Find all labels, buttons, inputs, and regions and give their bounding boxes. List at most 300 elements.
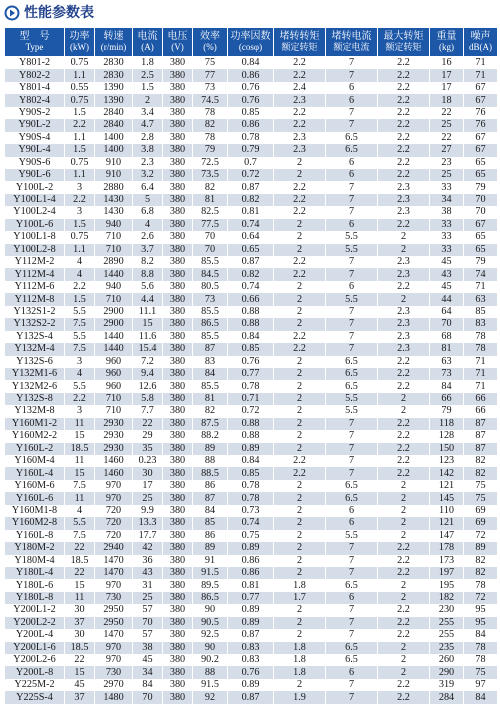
table-cell: 2.4 (274, 82, 326, 94)
table-cell: 7.5 (65, 318, 95, 330)
table-cell: 380 (163, 579, 193, 591)
column-header-main: 电流 (137, 31, 158, 42)
table-cell: 380 (163, 467, 193, 479)
table-cell: 2 (274, 567, 326, 579)
table-cell: Y200L1-6 (5, 642, 65, 654)
table-cell: 7.7 (133, 405, 163, 417)
table-cell: 5.5 (326, 231, 378, 243)
table-cell: 1.5 (65, 144, 95, 156)
table-cell: 2.2 (274, 343, 326, 355)
table-cell: 5.5 (326, 530, 378, 542)
column-header-main: 噪声 (470, 31, 491, 42)
table-row (5, 679, 498, 691)
table-cell: 380 (163, 194, 193, 206)
table-cell: 235 (430, 642, 464, 654)
table-cell: 380 (163, 94, 193, 106)
table-row (5, 517, 498, 529)
table-cell: 2.5 (133, 69, 163, 81)
column-header-main: 堵转转矩 (279, 31, 320, 42)
column-header-sub: 额定转矩 (385, 42, 422, 52)
table-cell: 11 (65, 455, 95, 467)
table-cell: 0.87 (228, 691, 274, 703)
table-row (5, 57, 498, 70)
table-cell: 1.8 (274, 666, 326, 678)
table-cell: 2.2 (378, 356, 430, 368)
table-cell: Y160L-8 (5, 530, 65, 542)
table-cell: 2 (378, 642, 430, 654)
table-cell: 2 (378, 579, 430, 591)
column-header (5, 28, 65, 57)
table-cell: 960 (95, 380, 133, 392)
table-cell: 2 (274, 505, 326, 517)
table-cell: 3.4 (133, 107, 163, 119)
table-cell: 0.74 (228, 281, 274, 293)
table-cell: Y180M-4 (5, 555, 65, 567)
table-cell: 91.5 (193, 567, 228, 579)
table-cell: 84 (430, 380, 464, 392)
table-cell: 2.2 (378, 368, 430, 380)
table-cell: 84 (193, 505, 228, 517)
table-cell: 87.5 (193, 418, 228, 430)
table-cell: 7 (326, 318, 378, 330)
table-cell: 2.3 (378, 256, 430, 268)
table-cell: 4 (65, 505, 95, 517)
table-cell: 37 (65, 691, 95, 703)
table-cell: Y100L-2 (5, 181, 65, 193)
table-cell: 87 (193, 343, 228, 355)
table-cell: 7 (326, 181, 378, 193)
table-cell: 90.5 (193, 617, 228, 629)
table-cell: 6.5 (326, 356, 378, 368)
table-cell: 0.75 (65, 231, 95, 243)
table-cell: 70 (133, 617, 163, 629)
table-cell: Y180M-2 (5, 542, 65, 554)
table-row (5, 393, 498, 405)
table-cell: 1.1 (65, 132, 95, 144)
table-cell: 1.8 (133, 57, 163, 70)
table-cell: 44 (430, 293, 464, 305)
table-cell: 1470 (95, 629, 133, 641)
table-cell: 17 (133, 480, 163, 492)
table-cell: 2.2 (274, 455, 326, 467)
table-cell: 2 (274, 356, 326, 368)
table-cell: 255 (430, 629, 464, 641)
table-cell: Y100L2-4 (5, 206, 65, 218)
table-cell: 380 (163, 306, 193, 318)
table-cell: 6 (326, 517, 378, 529)
table-cell: 66 (464, 393, 498, 405)
table-cell: 37 (65, 617, 95, 629)
table-cell: 0.55 (65, 82, 95, 94)
table-row (5, 642, 498, 654)
table-cell: 173 (430, 555, 464, 567)
table-cell: 33 (430, 244, 464, 256)
table-cell: 0.76 (228, 356, 274, 368)
table-row (5, 691, 498, 703)
table-cell: Y180L-4 (5, 567, 65, 579)
table-cell: 720 (95, 517, 133, 529)
table-cell: 63 (464, 293, 498, 305)
table-cell: 2.2 (378, 691, 430, 703)
table-row (5, 418, 498, 430)
table-cell: 2 (274, 306, 326, 318)
table-cell: 3 (65, 181, 95, 193)
table-cell: 1.7 (274, 592, 326, 604)
table-cell: 3 (65, 356, 95, 368)
table-cell: 71 (464, 69, 498, 81)
table-cell: 118 (430, 418, 464, 430)
table-cell: 87 (464, 430, 498, 442)
table-cell: 7.5 (65, 343, 95, 355)
table-cell: 0.88 (228, 318, 274, 330)
column-header-sub: (V) (171, 42, 184, 52)
table-cell: Y160M-4 (5, 455, 65, 467)
table-cell: Y90L-4 (5, 144, 65, 156)
table-cell: 22 (133, 418, 163, 430)
column-header-main: 最大转矩 (383, 31, 424, 42)
table-cell: 0.84 (228, 57, 274, 70)
table-cell: 7 (326, 691, 378, 703)
table-cell: 5.5 (65, 517, 95, 529)
table-cell: 84 (133, 679, 163, 691)
table-cell: 71 (464, 356, 498, 368)
table-cell: 2 (378, 293, 430, 305)
table-cell: Y132M-8 (5, 405, 65, 417)
table-cell: 2.2 (65, 119, 95, 131)
table-cell: 2 (274, 418, 326, 430)
table-cell: 2.2 (378, 82, 430, 94)
table-cell: 0.75 (65, 94, 95, 106)
column-header-main: 功率 (69, 31, 90, 42)
table-cell: 2.2 (378, 443, 430, 455)
column-header (133, 28, 163, 57)
table-cell: 1400 (95, 132, 133, 144)
table-cell: 2.2 (378, 219, 430, 231)
table-cell: 7 (326, 107, 378, 119)
table-row (5, 567, 498, 579)
table-cell: 0.85 (228, 343, 274, 355)
table-cell: 2 (378, 592, 430, 604)
table-cell: 2 (274, 617, 326, 629)
table-cell: 2930 (95, 443, 133, 455)
table-cell: 9.4 (133, 368, 163, 380)
table-body (5, 57, 498, 704)
table-cell: 85 (464, 306, 498, 318)
table-cell: 255 (430, 617, 464, 629)
table-cell: 6.5 (326, 642, 378, 654)
table-cell: 1.1 (65, 169, 95, 181)
table-cell: Y132S-6 (5, 356, 65, 368)
table-cell: 18.5 (65, 642, 95, 654)
table-cell: 2.2 (378, 107, 430, 119)
column-header-main: 效率 (200, 31, 220, 42)
table-cell: 2.2 (378, 380, 430, 392)
table-cell: 90 (193, 642, 228, 654)
table-cell: 2.3 (274, 94, 326, 106)
table-cell: 82.5 (193, 206, 228, 218)
table-cell: 63 (430, 356, 464, 368)
table-cell: 79 (464, 256, 498, 268)
table-cell: Y160M1-8 (5, 505, 65, 517)
table-cell: 85 (193, 517, 228, 529)
table-cell: 2950 (95, 604, 133, 616)
table-cell: 2 (274, 492, 326, 504)
table-cell: 5.5 (65, 331, 95, 343)
table-cell: 2.3 (378, 194, 430, 206)
table-cell: 70 (133, 691, 163, 703)
table-cell: Y112M-6 (5, 281, 65, 293)
table-cell: 730 (95, 666, 133, 678)
table-cell: 0.82 (228, 268, 274, 280)
table-cell: 70 (193, 231, 228, 243)
table-cell: 2.3 (378, 318, 430, 330)
table-cell: 7 (326, 617, 378, 629)
table-cell: 0.82 (228, 194, 274, 206)
table-cell: 31 (133, 579, 163, 591)
table-cell: Y132M2-6 (5, 380, 65, 392)
table-cell: Y132M1-6 (5, 368, 65, 380)
table-cell: 2 (378, 231, 430, 243)
table-cell: 380 (163, 57, 193, 70)
table-cell: 2900 (95, 318, 133, 330)
table-cell: 0.83 (228, 642, 274, 654)
table-cell: 18 (430, 94, 464, 106)
table-row (5, 181, 498, 193)
table-cell: 82 (193, 405, 228, 417)
table-cell: 2 (274, 293, 326, 305)
table-cell: 710 (95, 393, 133, 405)
table-cell: 970 (95, 642, 133, 654)
table-cell: Y200L2-2 (5, 617, 65, 629)
table-cell: 6.5 (326, 144, 378, 156)
table-cell: 5.5 (65, 380, 95, 392)
table-row (5, 268, 498, 280)
column-header-main: 转速 (103, 31, 124, 42)
table-cell: 5.5 (65, 306, 95, 318)
column-header (274, 28, 326, 57)
table-cell: 0.83 (228, 654, 274, 666)
table-cell: 0.87 (228, 256, 274, 268)
table-cell: 9.9 (133, 505, 163, 517)
table-cell: 6 (326, 219, 378, 231)
table-cell: 1400 (95, 144, 133, 156)
table-cell: Y132S-8 (5, 393, 65, 405)
table-cell: 0.85 (228, 107, 274, 119)
table-cell: 70 (464, 206, 498, 218)
table-row (5, 555, 498, 567)
table-cell: 73 (430, 368, 464, 380)
table-cell: 0.73 (228, 505, 274, 517)
page-title: 性能参数表 (24, 5, 94, 21)
table-cell: 79 (430, 405, 464, 417)
column-header-main: 电压 (167, 31, 188, 42)
table-cell: 3 (65, 405, 95, 417)
table-cell: 3.2 (133, 169, 163, 181)
table-cell: 380 (163, 368, 193, 380)
table-cell: 2.2 (378, 629, 430, 641)
table-cell: 6.5 (326, 368, 378, 380)
table-cell: 380 (163, 555, 193, 567)
column-header-sub: (kW) (70, 42, 89, 52)
table-cell: 720 (95, 530, 133, 542)
table-cell: 5.5 (326, 293, 378, 305)
table-cell: 2 (378, 405, 430, 417)
table-cell: 970 (95, 654, 133, 666)
table-cell: 29 (133, 430, 163, 442)
table-cell: 910 (95, 169, 133, 181)
table-cell: 85.5 (193, 331, 228, 343)
table-cell: 6 (326, 505, 378, 517)
table-row (5, 343, 498, 355)
table-cell: 6 (326, 82, 378, 94)
table-cell: 15 (65, 579, 95, 591)
table-cell: 36 (133, 555, 163, 567)
table-cell: 2.2 (378, 542, 430, 554)
table-cell: 89 (193, 542, 228, 554)
table-cell: 65 (464, 244, 498, 256)
table-cell: 74 (464, 268, 498, 280)
column-header-sub: (r/min) (100, 42, 127, 52)
table-cell: 380 (163, 293, 193, 305)
table-cell: Y112M-8 (5, 293, 65, 305)
table-cell: 2 (274, 244, 326, 256)
table-cell: 2.2 (378, 69, 430, 81)
table-cell: Y801-2 (5, 57, 65, 70)
table-cell: 380 (163, 268, 193, 280)
table-cell: Y112M-4 (5, 268, 65, 280)
table-cell: 380 (163, 380, 193, 392)
table-cell: 85.5 (193, 380, 228, 392)
table-row (5, 604, 498, 616)
table-cell: 7 (326, 306, 378, 318)
table-cell: 0.65 (228, 244, 274, 256)
table-row (5, 492, 498, 504)
table-cell: 76 (464, 119, 498, 131)
table-cell: 17 (430, 82, 464, 94)
column-header (65, 28, 95, 57)
table-cell: 0.85 (228, 467, 274, 479)
table-cell: 71 (464, 368, 498, 380)
table-cell: 380 (163, 119, 193, 131)
table-cell: 83 (464, 318, 498, 330)
table-cell: 710 (95, 405, 133, 417)
table-cell: Y160M1-2 (5, 418, 65, 430)
table-cell: Y100L2-8 (5, 244, 65, 256)
table-cell: 380 (163, 244, 193, 256)
table-cell: 2 (378, 517, 430, 529)
table-cell: 970 (95, 492, 133, 504)
table-cell: 6 (326, 157, 378, 169)
table-cell: 380 (163, 679, 193, 691)
table-cell: 319 (430, 679, 464, 691)
table-cell: 380 (163, 642, 193, 654)
table-cell: 7 (326, 268, 378, 280)
table-cell: 0.78 (228, 480, 274, 492)
table-cell: 17 (430, 69, 464, 81)
table-row (5, 505, 498, 517)
table-cell: 2 (378, 393, 430, 405)
table-cell: 2940 (95, 542, 133, 554)
table-cell: 83 (193, 356, 228, 368)
table-cell: 86.5 (193, 592, 228, 604)
table-cell: 71 (464, 57, 498, 70)
table-cell: 1470 (95, 555, 133, 567)
table-cell: 2.2 (378, 132, 430, 144)
table-cell: 2 (274, 530, 326, 542)
table-row (5, 293, 498, 305)
table-cell: 45 (430, 281, 464, 293)
table-cell: 2.2 (378, 679, 430, 691)
table-cell: 43 (430, 268, 464, 280)
table-cell: 2.2 (378, 144, 430, 156)
table-cell: 4 (65, 256, 95, 268)
table-row (5, 654, 498, 666)
table-cell: 67 (464, 94, 498, 106)
table-cell: 0.66 (228, 293, 274, 305)
table-cell: 1.5 (65, 293, 95, 305)
table-cell: Y802-4 (5, 94, 65, 106)
table-cell: 2.2 (378, 57, 430, 70)
table-cell: Y90S-2 (5, 107, 65, 119)
table-cell: 0.81 (228, 206, 274, 218)
table-cell: 2 (133, 94, 163, 106)
table-cell: 77 (193, 69, 228, 81)
table-cell: 91.5 (193, 679, 228, 691)
table-cell: 95 (464, 604, 498, 616)
table-cell: 5.5 (326, 405, 378, 417)
table-cell: 34 (133, 666, 163, 678)
table-cell: 78 (193, 132, 228, 144)
table-cell: 380 (163, 206, 193, 218)
table-cell: 7 (326, 57, 378, 70)
column-header (163, 28, 193, 57)
table-cell: 2.2 (378, 157, 430, 169)
table-row (5, 231, 498, 243)
table-cell: 380 (163, 343, 193, 355)
table-cell: 0.88 (228, 430, 274, 442)
table-cell: 380 (163, 592, 193, 604)
table-cell: 380 (163, 530, 193, 542)
table-cell: 380 (163, 542, 193, 554)
table-cell: Y200L-8 (5, 666, 65, 678)
table-cell: 2 (274, 629, 326, 641)
table-cell: 7 (326, 567, 378, 579)
table-cell: 86.5 (193, 318, 228, 330)
table-cell: 67 (464, 132, 498, 144)
table-cell: 0.88 (228, 306, 274, 318)
table-cell: 57 (133, 629, 163, 641)
table-cell: 7 (326, 194, 378, 206)
table-cell: 380 (163, 219, 193, 231)
table-cell: 0.76 (228, 94, 274, 106)
table-cell: 6 (326, 281, 378, 293)
table-cell: 35 (133, 443, 163, 455)
table-cell: 85.5 (193, 256, 228, 268)
table-cell: 0.89 (228, 443, 274, 455)
table-cell: 2900 (95, 306, 133, 318)
column-header (193, 28, 228, 57)
table-cell: Y132S1-2 (5, 306, 65, 318)
table-row (5, 194, 498, 206)
table-cell: 90 (193, 604, 228, 616)
table-cell: 4.7 (133, 119, 163, 131)
table-cell: 2 (274, 430, 326, 442)
table-cell: Y160L-6 (5, 492, 65, 504)
table-cell: 2930 (95, 418, 133, 430)
table-row (5, 132, 498, 144)
table-cell: 0.89 (228, 617, 274, 629)
table-row (5, 480, 498, 492)
